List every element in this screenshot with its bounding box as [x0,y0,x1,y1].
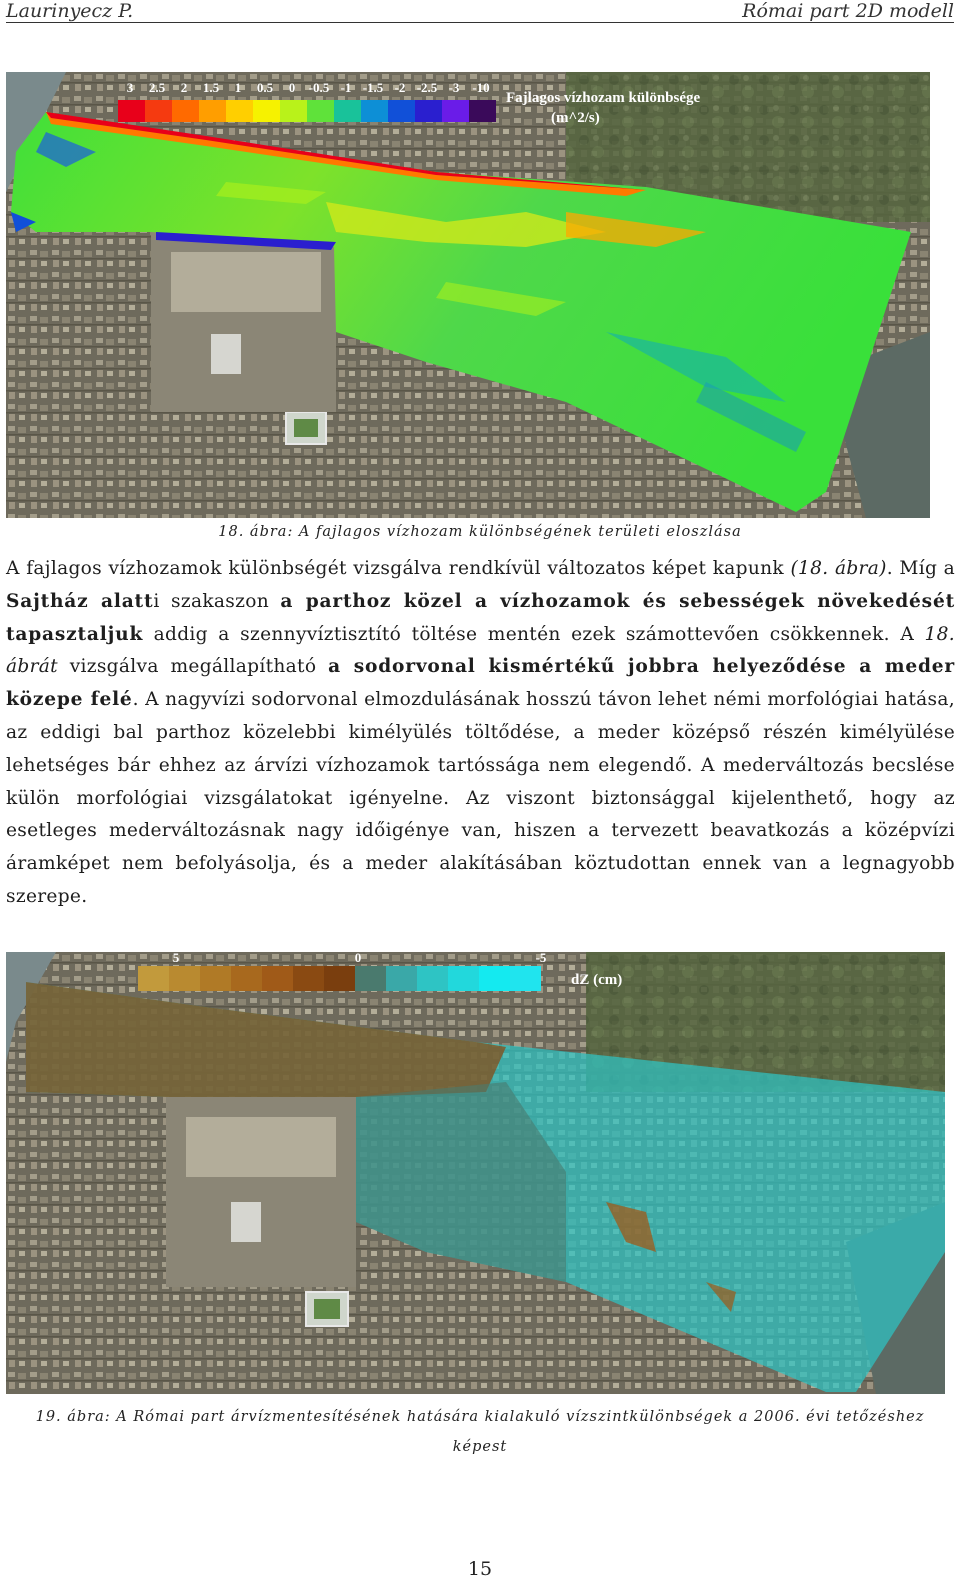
running-header [6,0,954,23]
legend-swatch [386,966,417,991]
legend-swatch [361,100,388,122]
legend-swatch [118,100,145,122]
header-title: Római part 2D modell [742,0,954,22]
legend-tick-label: 0 [288,80,296,95]
figure-19-caption-line2: képest [452,1439,508,1455]
legend-tick-label: 1 [234,80,242,95]
legend-swatch [172,100,199,122]
legend-swatch [417,966,448,991]
figure-19-svg [6,952,945,1394]
legend-swatch [334,100,361,122]
legend-tick-label: -2.5 [416,80,438,95]
paragraph-run: (18. ábra) [790,558,887,579]
legend-tick-label: -3 [448,80,460,95]
legend-tick-label: -5 [535,952,547,965]
legend-swatch [442,100,469,122]
legend-tick-label: 0.5 [256,80,274,95]
legend-tick-label: -2 [394,80,406,95]
figure-19-caption-line1: 19. ábra: A Római part árvízmentesítésének hatására kialakuló vízszintkülönbségek a 2006. évi tetőzéshez [35,1409,925,1425]
legend-swatch [415,100,442,122]
legend-swatch [448,966,479,991]
legend-swatch [231,966,262,991]
legend-tick-label: -1 [340,80,352,95]
legend-tick-label: -0.5 [308,80,330,95]
legend-swatch [226,100,253,122]
legend-swatch [169,966,200,991]
legend-swatch [138,966,169,991]
legend-tick-label: 0 [354,952,362,965]
legend-swatch [388,100,415,122]
header-author: Laurinyecz P. [6,0,134,22]
paragraph-run: . A nagyvízi sodorvonal elmozdulásának hosszú távon lehet némi morfológiai hatása, az eddigi bal parthoz közelebbi kimélyülés töltődése, a meder középső részén kimélyülése lehetséges bár ehhez az árvízi vízhozamok tartóssága nem elegendő. A mederváltozás becslése külön morfológiai vizsgálatokat igényelne. Az viszont biztonsággal kijelenthető, hogy az esetleges mederváltozásnak nagy időigénye van, hiszen a tervezett beavatkozás a középvízi áramképet nem befolyásolja, és a meder alakításában köztudottan ennek van a legnagyobb szerepe. [6,689,955,907]
figure-19-caption [0,1402,960,1462]
paragraph-run: vizsgálva megállapítható [57,656,329,678]
paragraph-run: 18. ábrát [6,623,955,678]
figure-18-svg [6,72,930,518]
figure-18-caption: 18. ábra: A fajlagos vízhozam különbségének területi eloszlása [218,524,742,540]
page-number: 15 [467,1558,493,1580]
legend-tick-label: 5 [172,952,180,965]
paragraph-run: A fajlagos vízhozamok különbségét vizsgálva rendkívül változatos képet kapunk [6,558,791,579]
legend-swatch [280,100,307,122]
legend-tick-label: 3 [126,80,134,95]
legend-tick-label: 2.5 [148,80,166,95]
legend-tick-label: 1.5 [202,80,220,95]
legend-swatch [510,966,541,991]
legend-title: dZ (cm) [571,972,623,988]
legend-swatch [145,100,172,122]
paragraph-run: addig a szennyvíztisztító töltése mentén ezek számottevően csökkennek. A [143,623,925,645]
legend-swatch [200,966,231,991]
legend-title-line1: Fajlagos vízhozam különbsége [506,90,701,106]
legend-swatch [307,100,334,122]
legend-swatch [479,966,510,991]
figure-18-map [6,72,930,518]
paragraph-run: a sodorvonal kismértékű jobbra helyeződése a meder közepe felé [6,656,956,711]
legend-swatch [469,100,496,122]
paragraph-run: Sajtház alatt [6,590,154,612]
legend-swatch [293,966,324,991]
body-paragraph [6,553,955,914]
legend-swatch [199,100,226,122]
legend-tick-label: -1.5 [362,80,384,95]
figure-19-map [6,952,945,1394]
paragraph-run: a parthoz közel a vízhozamok és sebességek növekedését tapasztaljuk [6,590,955,645]
legend-swatch [262,966,293,991]
paragraph-run: i szakaszon [153,590,281,612]
legend-tick-label: -10 [472,80,490,95]
legend-swatch [355,966,386,991]
legend-tick-label: 2 [180,80,188,95]
paragraph-run: . Míg a [886,558,956,579]
legend-swatch [253,100,280,122]
legend-swatch [324,966,355,991]
legend-title-line2: (m^2/s) [551,110,600,126]
